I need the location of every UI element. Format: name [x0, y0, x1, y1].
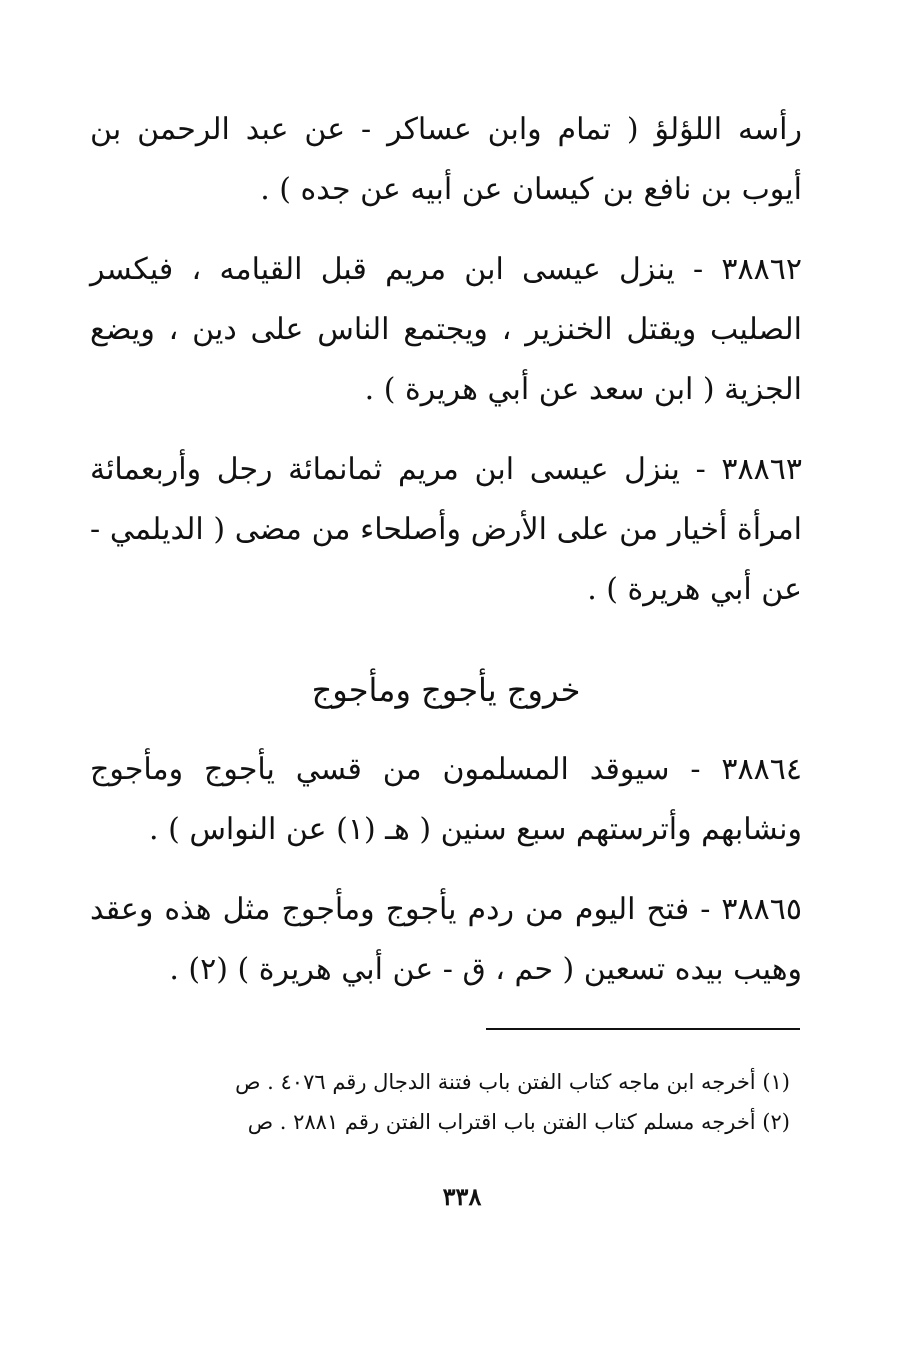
hadith-entry-38865: [90, 880, 802, 1000]
entry-text: - ينزل عيسى ابن مريم ثمانمائة رجل وأربعمائة امرأة أخيار من على الأرض وأصلحاء من مضى ( الديلمي - عن أبي هريرة ) .: [90, 452, 802, 607]
page-number: ٣٣٨: [442, 1182, 482, 1211]
hadith-entry-38862: [90, 240, 802, 420]
hadith-entry-38863: [90, 440, 802, 620]
entry-number: ٣٨٨٦٣: [721, 452, 802, 487]
entry-text: - ينزل عيسى ابن مريم قبل القيامه ، فيكسر الصليب ويقتل الخنزير ، ويجتمع الناس على دين ، ويضع الجزية ( ابن سعد عن أبي هريرة ) .: [90, 252, 802, 407]
footnote-2: (٢) أخرجه مسلم كتاب الفتن باب اقتراب الفتن رقم ٢٨٨١ . ص: [247, 1110, 790, 1134]
paragraph-continuation: [90, 100, 802, 220]
paragraph-text: رأسه اللؤلؤ ( تمام وابن عساكر - عن عبد الرحمن بن أيوب بن نافع بن كيسان عن أبيه عن جده ) .: [90, 112, 802, 207]
footnotes: [140, 1062, 790, 1142]
entry-number: ٣٨٨٦٢: [721, 252, 802, 287]
entry-number: ٣٨٨٦٤: [721, 752, 802, 787]
entry-text: - فتح اليوم من ردم يأجوج ومأجوج مثل هذه وعقد وهيب بيده تسعين ( حم ، ق - عن أبي هريرة ) (٢) .: [90, 892, 802, 987]
footnote-divider: [486, 1028, 800, 1030]
section-heading: خروج يأجوج ومأجوج: [311, 671, 581, 709]
footnote-1: (١) أخرجه ابن ماجه كتاب الفتن باب فتنة الدجال رقم ٤٠٧٦ . ص: [235, 1070, 790, 1094]
entry-number: ٣٨٨٦٥: [721, 892, 802, 927]
entry-text: - سيوقد المسلمون من قسي يأجوج ومأجوج ونشابهم وأترستهم سبع سنين ( هـ (١) عن النواس ) .: [90, 752, 802, 847]
hadith-entry-38864: [90, 740, 802, 860]
